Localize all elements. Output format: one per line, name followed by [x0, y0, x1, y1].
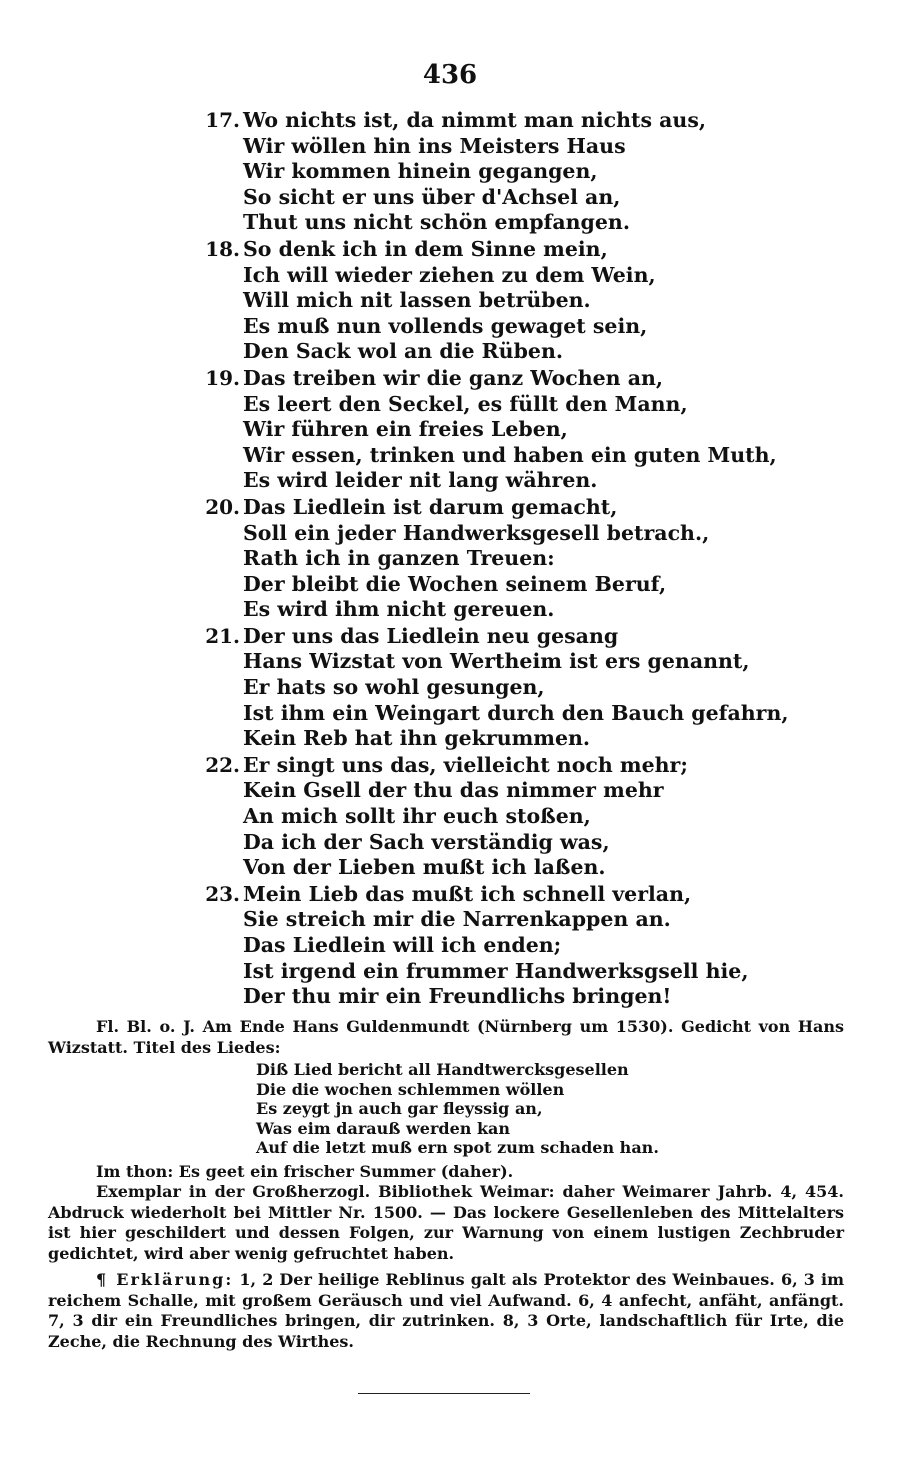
verse-line: Das treiben wir die ganz Wochen an,: [243, 365, 664, 390]
verse-line: Wo nichts ist, da nimmt man nichts aus,: [243, 108, 707, 132]
tone-note: Im thon: Es geet ein frischer Summer (daher).: [96, 1161, 514, 1181]
verse-line: Da ich der Sach verständig was,: [243, 829, 610, 854]
verse-line: Ist irgend ein frummer Handwerksgsell hie,: [243, 958, 749, 983]
verse-line: So sicht er uns über d'Achsel an,: [243, 184, 621, 209]
stanza-number: 19.: [205, 365, 240, 390]
title-verse-line: Die die wochen schlemmen wöllen: [256, 1079, 565, 1099]
stanza-number: 23.: [205, 881, 240, 906]
verse-line: Wir essen, trinken und haben ein guten Muth,: [243, 442, 777, 467]
verse-line: Es wird leider nit lang währen.: [243, 468, 598, 493]
stanza: [0, 624, 900, 752]
stanza: [0, 366, 900, 494]
verse-line: Wir kommen hinein gegangen,: [243, 159, 598, 184]
exemplar-note: Exemplar in der Großherzogl. Bibliothek Weimar: daher Weimarer Jahrb. 4, 454. Abdruck wiederholt bei Mittler Nr. 1500. — Das lockere Gesellenleben des Mittelalters ist hier geschildert und dessen Folgen, zur Warnung von einem lustigen Zechbruder gedichtet, wird aber wenig gefruchtet haben.: [48, 1182, 844, 1263]
stanza: [0, 753, 900, 881]
explanation-heading: ¶ Erklärung:: [96, 1270, 234, 1289]
notes: [48, 1017, 844, 1352]
verse-line: Der thu mir ein Freundlichs bringen!: [243, 984, 672, 1009]
verse-line: Mein Lieb das mußt ich schnell verlan,: [243, 881, 692, 906]
stanza-number: 21.: [205, 623, 240, 648]
verse-line: Hans Wizstat von Wertheim ist ers genannt,: [243, 649, 750, 674]
verse-line: Es wird ihm nicht gereuen.: [243, 597, 555, 622]
verse-line: Thut uns nicht schön empfangen.: [243, 210, 630, 235]
title-verse-line: Auf die letzt muß ern spot zum schaden han.: [256, 1138, 659, 1157]
verse-line: Ist ihm ein Weingart durch den Bauch gefahrn,: [243, 700, 789, 725]
page-number: 436: [422, 60, 478, 90]
verse-line: Der bleibt die Wochen seinem Beruf,: [243, 571, 667, 596]
explanation-text: 1, 2 Der heilige Reblinus galt als Protektor des Weinbaues. 6, 3 im reichem Schalle, mit großem Geräusch und viel Aufwand. 6, 4 anfecht, anfäht, anfängt. 7, 3 dir ein Freundliches bringen, dir zutrinken. 8, 3 Orte, landschaftlich für Irte, die Zeche, die Rechnung des Wirthes.: [48, 1270, 845, 1351]
verse-line: Das Liedlein will ich enden;: [243, 933, 562, 957]
end-rule: [358, 1393, 530, 1394]
verse-line: Es leert den Seckel, es füllt den Mann,: [243, 391, 688, 416]
verse-line: Will mich nit lassen betrüben.: [243, 288, 591, 313]
stanza-number: 18.: [205, 236, 240, 261]
verse-line: Wir führen ein freies Leben,: [243, 417, 568, 442]
title-verse-line: Diß Lied bericht all Handtwercksgesellen: [256, 1060, 629, 1079]
stanza: [0, 495, 900, 623]
verse-line: Rath ich in ganzen Treuen:: [243, 546, 555, 571]
stanza-number: 17.: [205, 108, 240, 132]
verse-line: Ich will wieder ziehen zu dem Wein,: [243, 262, 656, 287]
title-verse-line: Was eim darauß werden kan: [256, 1118, 511, 1138]
stanza-number: 20.: [205, 494, 240, 519]
verse-line: Das Liedlein ist darum gemacht,: [243, 494, 618, 519]
verse-line: Wir wöllen hin ins Meisters Haus: [243, 133, 626, 158]
verse-line: Von der Lieben mußt ich laßen.: [243, 855, 606, 880]
explanation-note: [48, 1270, 844, 1352]
title-verse: [256, 1060, 844, 1158]
verse-line: An mich sollt ihr euch stoßen,: [243, 804, 591, 829]
stanza: [0, 882, 900, 1010]
verse-line: Kein Gsell der thu das nimmer mehr: [243, 778, 664, 803]
verse-line: Den Sack wol an die Rüben.: [243, 339, 564, 364]
stanza-number: 22.: [205, 752, 240, 777]
verse-line: Es muß nun vollends gewaget sein,: [243, 313, 648, 338]
verse-line: Er singt uns das, vielleicht noch mehr;: [243, 752, 688, 777]
verse-line: Soll ein jeder Handwerksgesell betrach.,: [243, 520, 710, 545]
source-note: Fl. Bl. o. J. Am Ende Hans Guldenmundt (Nürnberg um 1530). Gedicht von Hans Wizstatt. Titel des Liedes:: [48, 1017, 844, 1057]
verse-line: Kein Reb hat ihn gekrummen.: [243, 726, 591, 751]
verse-line: Er hats so wohl gesungen,: [243, 675, 545, 700]
title-verse-line: Es zeygt jn auch gar fleyssig an,: [256, 1099, 543, 1118]
verse-line: Der uns das Liedlein neu gesang: [243, 623, 619, 648]
stanza: [0, 237, 900, 365]
poem: [0, 108, 900, 1011]
verse-line: So denk ich in dem Sinne mein,: [243, 236, 608, 261]
stanza: [0, 108, 900, 236]
verse-line: Sie streich mir die Narrenkappen an.: [243, 907, 671, 932]
